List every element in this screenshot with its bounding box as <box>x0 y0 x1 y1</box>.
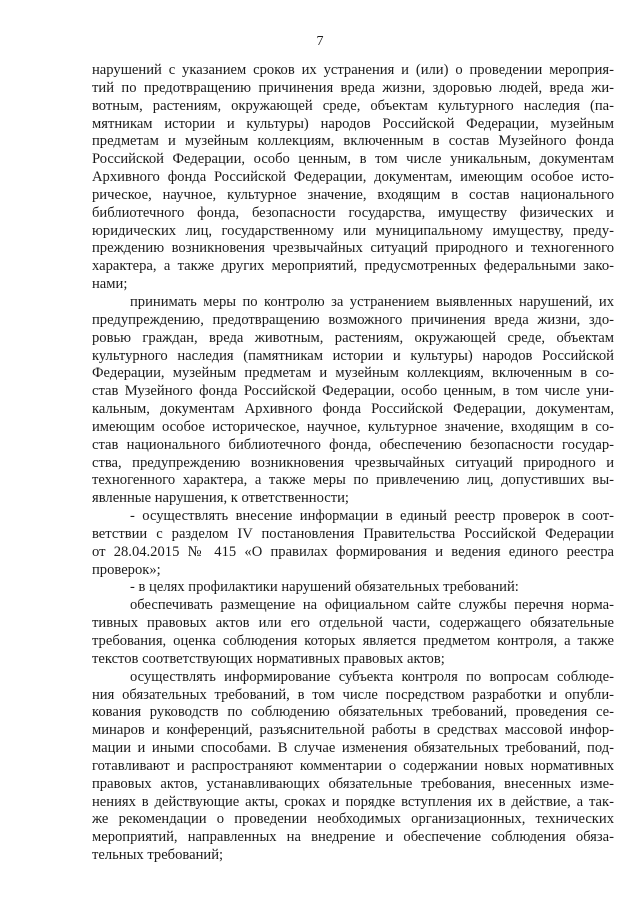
text-line: от 28.04.2015 № 415 «О правилах формирования и ведения единого реестра <box>92 543 614 560</box>
text-line: ства, предупреждению возникновения чрезвычайных ситуаций природного и <box>92 454 614 471</box>
document-body <box>92 62 614 865</box>
text-line: предупреждению, предотвращению возможного причинения вреда жизни, здо- <box>92 311 614 328</box>
text-line: став Музейного фонда Российской Федерации, особо ценным, в том числе уни- <box>92 383 614 400</box>
text-line: проверок»; <box>92 561 161 578</box>
page-number: 7 <box>316 34 324 49</box>
text-line: готавливают и распространяют комментарии о содержании новых нормативных <box>92 757 614 774</box>
paragraph <box>92 597 614 668</box>
text-line: культурного наследия (памятникам истории и культуры) народов Российской <box>92 347 614 364</box>
text-line: требования, оценка соблюдения которых является предметом контроля, а также <box>92 633 614 649</box>
text-line: обеспечивать размещение на официальном сайте службы перечня норма- <box>130 597 614 614</box>
text-line: кования руководств по соблюдению обязательных требований, проведения се- <box>92 704 614 721</box>
text-line: мации и иными способами. В случае изменения обязательных требований, под- <box>92 740 614 757</box>
text-line: минаров и конференций, разъяснительной работы в средствах массовой инфор- <box>92 722 614 739</box>
text-line: имеющим особое историческое, научное, культурное значение, входящим в со- <box>92 418 614 435</box>
text-line: осуществлять информирование субъекта контроля по вопросам соблюде- <box>130 668 614 685</box>
text-line: рическое, научное, культурное значение, входящим в состав национального <box>92 186 614 203</box>
text-line: предметам и музейным коллекциям, включенным в состав Музейного фонда <box>92 133 614 150</box>
text-line: Федерации, музейным предметам и музейным коллекциям, включенным в со- <box>92 365 614 382</box>
text-line: тельных требований; <box>92 847 224 864</box>
text-line: правовых актов, устанавливающих обязательные требования, внесенных изме- <box>92 775 614 792</box>
text-line: Российской Федерации, особо ценным, в том числе уникальным, документам <box>92 151 614 168</box>
text-line: ровью граждан, вреда животным, растениям, окружающей среде, объектам <box>92 329 614 346</box>
text-line: нениях в действующие акты, сроках и порядке вступления их в действие, а так- <box>92 793 614 810</box>
text-line: преждению возникновения чрезвычайных ситуаций природного и техногенного <box>92 240 614 257</box>
text-line: Архивного фонда Российской Федерации, документам, имеющим особое исто- <box>92 169 614 186</box>
text-line: же рекомендации о проведении необходимых организационных, технических <box>92 811 614 828</box>
text-line: кальным, документам Архивного фонда Российской Федерации, документам, <box>92 401 614 418</box>
text-line: - осуществлять внесение информации в единый реестр проверок в соот- <box>130 508 614 525</box>
text-line: явленные нарушения, к ответственности; <box>92 490 349 507</box>
text-line: нарушений с указанием сроков их устранения и (или) о проведении мероприя- <box>92 62 614 78</box>
text-line: техногенного характера, а также меры по привлечению лиц, допустивших вы- <box>92 472 614 489</box>
text-line: тий по предотвращению причинения вреда жизни, здоровью людей, вреда жи- <box>92 79 614 96</box>
paragraph <box>92 294 614 508</box>
paragraph <box>92 579 614 597</box>
text-line: нами; <box>92 276 128 293</box>
text-line: характера, а также других мероприятий, предусмотренных федеральными зако- <box>92 258 614 275</box>
text-line: принимать меры по контролю за устранением выявленных нарушений, их <box>130 293 614 310</box>
text-line: - в целях профилактики нарушений обязательных требований: <box>130 579 519 596</box>
text-line: текстов соответствующих нормативных правовых актов; <box>92 650 445 667</box>
text-line: тивных правовых актов или его отдельной части, содержащего обязательные <box>92 615 614 632</box>
text-line: став национального библиотечного фонда, обеспечению безопасности государ- <box>92 436 614 453</box>
paragraph <box>92 669 614 865</box>
text-line: ветствии с разделом IV постановления Правительства Российской Федерации <box>92 525 614 542</box>
text-line: мероприятий, направленных на внедрение и обеспечение соблюдения обяза- <box>92 829 614 846</box>
text-line: вотным, растениям, окружающей среде, объектам культурного наследия (па- <box>92 97 614 114</box>
paragraph <box>92 62 614 294</box>
text-line: мятникам истории и культуры) народов Российской Федерации, музейным <box>92 115 614 132</box>
text-line: ния обязательных требований, в том числе посредством разработки и опубли- <box>92 686 614 703</box>
text-line: библиотечного фонда, безопасности государства, имуществу физических и <box>92 204 614 221</box>
text-line: юридических лиц, государственному или муниципальному имуществу, преду- <box>92 222 614 239</box>
paragraph <box>92 508 614 579</box>
